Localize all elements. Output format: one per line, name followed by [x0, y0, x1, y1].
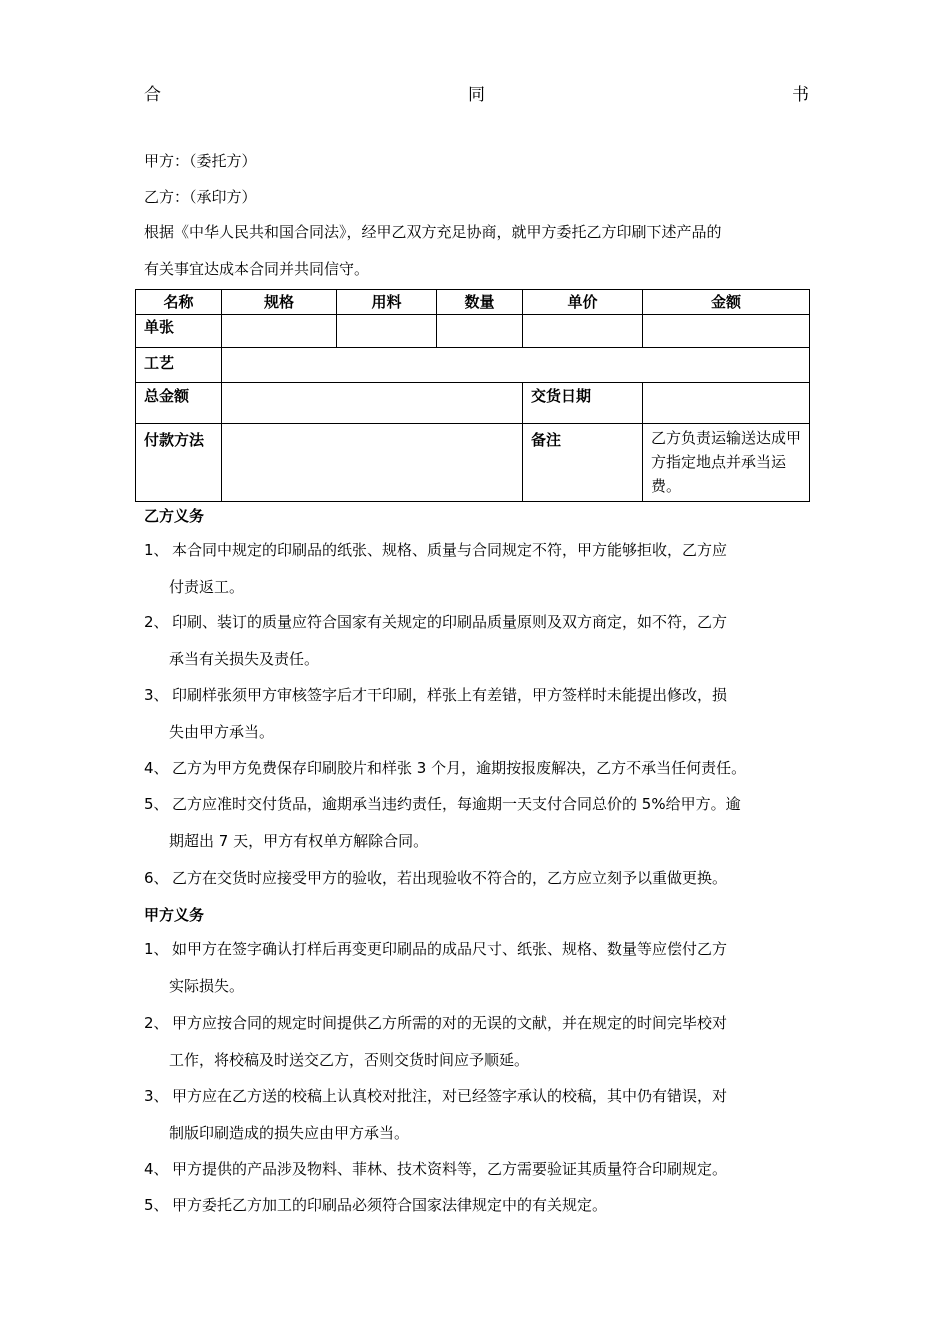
item-text-line1: 印刷、装订的质量应符合国家有关规定的印刷品质量原则及双方商定，如不符，乙方: [172, 613, 728, 631]
item-number: 4、: [144, 1160, 169, 1178]
item-text-line2: 工作，将校稿及时送交乙方，否则交货时间应予顺延。: [169, 1051, 530, 1069]
item-text-line1: 甲方提供的产品涉及物料、菲林、技术资料等，乙方需要验证其质量符合印刷规定。: [172, 1160, 728, 1178]
header-material: 用料: [337, 290, 437, 315]
list-item: [144, 1005, 810, 1079]
table-header-row: [136, 290, 810, 315]
item-text-line1: 甲方应按合同的规定时间提供乙方所需的对的无误的文献，并在规定的时间完毕校对: [172, 1014, 728, 1032]
table-row: [136, 424, 810, 502]
item-number: 1、: [144, 541, 169, 559]
cell-amount: [643, 315, 810, 348]
title-char-1: 合: [144, 85, 161, 105]
cell-unit-price: [523, 315, 643, 348]
intro-line-2: 有关事宜达成本合同并共同信守。: [144, 260, 370, 278]
item-text-line1: 乙方应准时交付货品，逾期承当违约责任，每逾期一天支付合同总价的 5%给甲方。逾: [172, 795, 741, 813]
item-text-line2: 制版印刷造成的损失应由甲方承当。: [169, 1124, 410, 1142]
header-amount: 金额: [643, 290, 810, 315]
table-row: [136, 383, 810, 424]
item-text-line2: 实际损失。: [169, 977, 245, 995]
label-delivery-date: 交货日期: [523, 383, 643, 424]
cell-quantity: [437, 315, 523, 348]
list-item: [144, 786, 810, 860]
cell-spec: [222, 315, 337, 348]
header-unit-price: 单价: [523, 290, 643, 315]
party-a-duties-heading: 甲方义务: [144, 906, 205, 924]
list-item: [144, 1187, 810, 1224]
party-a-line: 甲方：（委托方）: [144, 152, 257, 170]
table-row: [136, 315, 810, 348]
list-item: [144, 931, 810, 1005]
item-text-line1: 如甲方在签字确认打样后再变更印刷品的成品尺寸、纸张、规格、数量等应偿付乙方: [172, 940, 728, 958]
item-number: 6、: [144, 869, 169, 887]
item-number: 4、: [144, 759, 169, 777]
document-title: [144, 80, 809, 104]
list-item: [144, 532, 810, 606]
item-number: 2、: [144, 1014, 169, 1032]
header-quantity: 数量: [437, 290, 523, 315]
row-label-total: 总金额: [136, 383, 222, 424]
item-number: 3、: [144, 1087, 169, 1105]
item-text-line1: 甲方委托乙方加工的印刷品必须符合国家法律规定中的有关规定。: [172, 1196, 608, 1214]
product-spec-table: [135, 289, 810, 502]
title-char-2: 同: [468, 85, 485, 105]
item-text-line2: 付责返工。: [169, 578, 245, 596]
item-text-line1: 甲方应在乙方送的校稿上认真校对批注，对已经签字承认的校稿，其中仍有错误，对: [172, 1087, 728, 1105]
header-name: 名称: [136, 290, 222, 315]
cell-material: [337, 315, 437, 348]
list-item: [144, 1078, 810, 1152]
item-number: 3、: [144, 686, 169, 704]
item-text-line1: 印刷样张须甲方审核签字后才干印刷，样张上有差错，甲方签样时未能提出修改，损: [172, 686, 728, 704]
item-text-line1: 本合同中规定的印刷品的纸张、规格、质量与合同规定不符，甲方能够拒收，乙方应: [172, 541, 728, 559]
item-number: 5、: [144, 795, 169, 813]
cell-remarks: 乙方负责运输送达成甲方指定地点并承当运费。: [643, 424, 810, 502]
list-item: [144, 677, 810, 751]
party-b-line: 乙方：（承印方）: [144, 188, 257, 206]
header-spec: 规格: [222, 290, 337, 315]
item-text-line1: 乙方在交货时应接受甲方的验收，若出现验收不符合的，乙方应立刻予以重做更换。: [172, 869, 728, 887]
label-remarks: 备注: [523, 424, 643, 502]
item-text-line1: 乙方为甲方免费保存印刷胶片和样张 3 个月，逾期按报废解决，乙方不承当任何责任。: [172, 759, 747, 777]
item-number: 2、: [144, 613, 169, 631]
cell-total: [222, 383, 523, 424]
item-text-line2: 期超出 7 天，甲方有权单方解除合同。: [169, 832, 429, 850]
cell-delivery-date: [643, 383, 810, 424]
party-b-duties-heading: 乙方义务: [144, 507, 205, 525]
cell-payment: [222, 424, 523, 502]
table-row: [136, 348, 810, 383]
cell-process: [222, 348, 810, 383]
item-text-line2: 失由甲方承当。: [169, 723, 275, 741]
item-number: 1、: [144, 940, 169, 958]
list-item: [144, 860, 810, 897]
row-label-process: 工艺: [136, 348, 222, 383]
list-item: [144, 750, 810, 787]
intro-line-1: 根据《中华人民共和国合同法》，经甲乙双方充足协商，就甲方委托乙方印刷下述产品的: [144, 223, 722, 241]
row-label-single: 单张: [136, 315, 222, 348]
title-char-3: 书: [792, 85, 809, 105]
row-label-payment: 付款方法: [136, 424, 222, 502]
item-text-line2: 承当有关损失及责任。: [169, 650, 320, 668]
list-item: [144, 1151, 810, 1188]
item-number: 5、: [144, 1196, 169, 1214]
list-item: [144, 604, 810, 678]
